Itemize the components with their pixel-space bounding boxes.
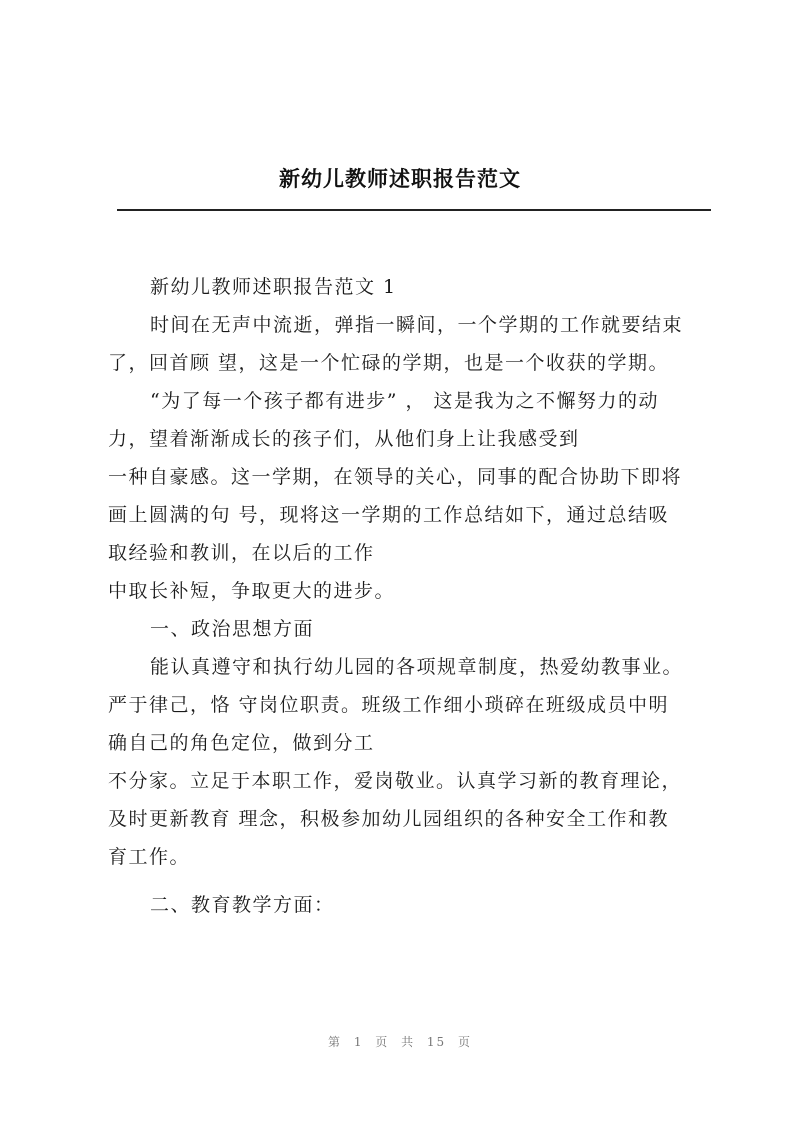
paragraph-line: 一种自豪感。这一学期，在领导的关心，同事的配合协助下即将	[108, 466, 683, 488]
section-heading: 新幼儿教师述职报告范文 1	[150, 276, 397, 298]
paragraph-line: 了，回首顾 望，这是一个忙碌的学期，也是一个收获的学期。	[108, 352, 670, 374]
title-underline	[117, 209, 711, 211]
paragraph-line: 严于律己，恪 守岗位职责。班级工作细小琐碎在班级成员中明	[108, 694, 670, 716]
paragraph-line: 取经验和教训，在以后的工作	[108, 542, 375, 564]
paragraph-line: 力，望着渐渐成长的孩子们，从他们身上让我感受到	[108, 428, 580, 450]
document-body	[108, 268, 708, 924]
paragraph-line: 及时更新教育 理念，积极参加幼儿园组织的各种安全工作和教	[108, 808, 670, 830]
paragraph-line: 画上圆满的句 号，现将这一学期的工作总结如下，通过总结吸	[108, 504, 670, 526]
page-number: 第 1 页 共 15 页	[328, 1035, 472, 1049]
section-heading: 二、教育教学方面：	[150, 894, 335, 916]
section-heading: 一、政治思想方面	[150, 618, 315, 640]
paragraph-line: 不分家。立足于本职工作，爱岗敬业。认真学习新的教育理论，	[108, 770, 683, 792]
paragraph-line: 时间在无声中流逝，弹指一瞬间，一个学期的工作就要结束	[150, 314, 684, 336]
paragraph-line: 能认真遵守和执行幼儿园的各项规章制度，热爱幼教事业。	[150, 656, 684, 678]
paragraph-line: “为了每一个孩子都有进步” ， 这是我为之不懈努力的动	[150, 390, 660, 412]
document-title: 新幼儿教师述职报告范文	[279, 166, 521, 191]
paragraph-line: 确自己的角色定位，做到分工	[108, 732, 375, 754]
paragraph-line: 中取长补短，争取更大的进步。	[108, 580, 396, 602]
paragraph-line: 育工作。	[108, 846, 191, 868]
